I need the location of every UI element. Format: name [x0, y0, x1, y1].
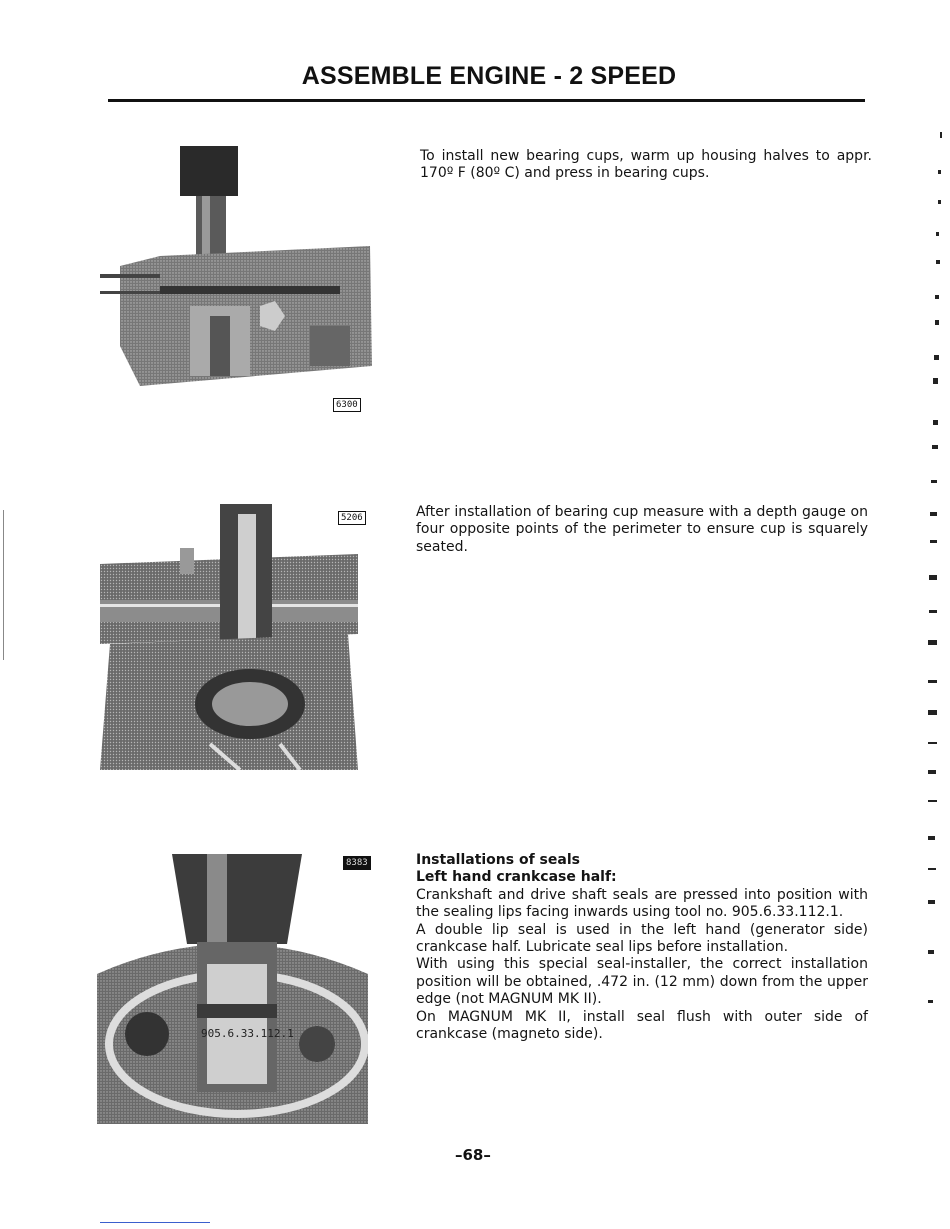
section-subheading: Left hand crankcase half:	[416, 869, 617, 886]
figure-label: 5206	[338, 511, 366, 525]
paragraph: Crankshaft and drive shaft seals are pressed into position with the sealing lips facing inwards using tool no. 905.6.33.112.1.	[416, 886, 868, 921]
section-heading: Installations of seals	[416, 852, 580, 868]
paragraph: A double lip seal is used in the left hand (generator side) crankcase half. Lubricate seal lips before installation.	[416, 921, 868, 956]
depth-gauge-photo	[100, 504, 358, 770]
title-rule	[108, 99, 865, 102]
paragraph: With using this special seal-installer, the correct installation position will be obtained, .472 in. (12 mm) down from the upper edge (not MAGNUM MK II).	[416, 956, 868, 1008]
seal-installer-photo	[97, 854, 368, 1124]
scan-bottom-line	[100, 1222, 210, 1223]
scan-edge-line	[3, 510, 4, 660]
figure-label: 6300	[333, 398, 361, 412]
text-section-depth-gauge	[416, 504, 868, 556]
text-section-bearing-cups	[420, 148, 872, 183]
scan-margin-marks	[920, 120, 950, 1080]
bearing-cup-press-photo	[100, 146, 372, 392]
tool-marking-text: 905.6.33.112.1	[201, 1027, 294, 1040]
figure-label: 8383	[343, 856, 371, 870]
page-number: –68–	[455, 1146, 491, 1164]
paragraph: On MAGNUM MK II, install seal flush with outer side of crankcase (magneto side).	[416, 1008, 868, 1043]
text-section-seals	[416, 852, 868, 1043]
paragraph: To install new bearing cups, warm up housing halves to appr. 170º F (80º C) and press in bearing cups.	[420, 148, 872, 182]
page-title: ASSEMBLE ENGINE - 2 SPEED	[301, 62, 677, 90]
paragraph: After installation of bearing cup measure with a depth gauge on four opposite points of the perimeter to ensure cup is squarely seated.	[416, 504, 868, 555]
